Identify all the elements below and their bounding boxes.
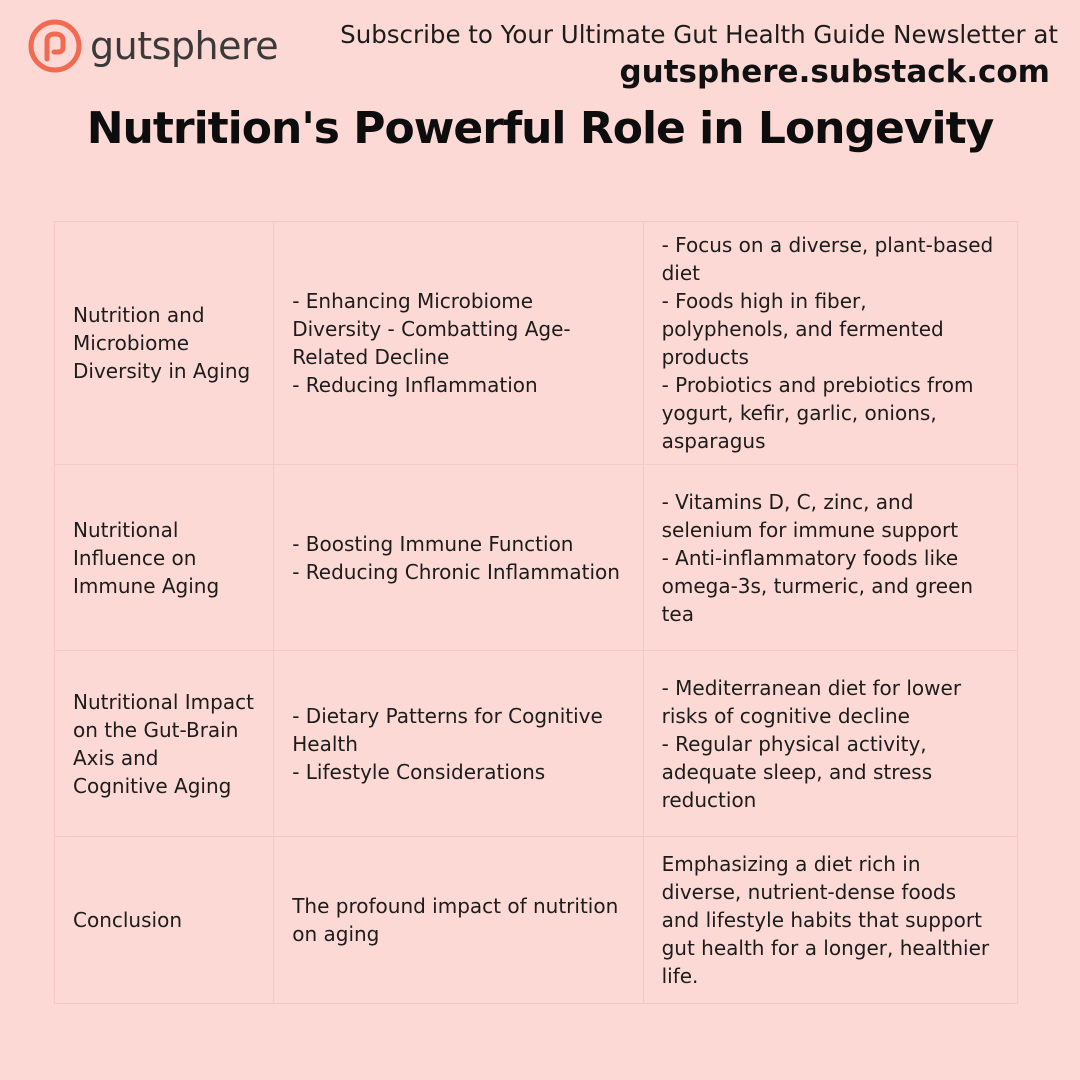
brand-logo [28, 18, 278, 74]
focus-cell: The profound impact of nutrition on aging [274, 837, 643, 1004]
page-title: Nutrition's Powerful Role in Longevity [86, 103, 994, 154]
logo-wordmark: gutsphere [90, 24, 279, 68]
topic-cell: Nutritional Influence on Immune Aging [55, 465, 274, 651]
details-cell: Emphasizing a diet rich in diverse, nutrient-dense foods and lifestyle habits that support gut health for a longer, healthier life. [643, 837, 1017, 1004]
subscribe-text: Subscribe to Your Ultimate Gut Health Guide Newsletter at [340, 20, 1058, 49]
gutsphere-logo-icon [28, 19, 82, 73]
topic-cell: Nutrition and Microbiome Diversity in Aging [55, 222, 274, 465]
focus-cell: - Dietary Patterns for Cognitive Health - Lifestyle Considerations [274, 651, 643, 837]
table-row [55, 465, 1018, 651]
table-row [55, 651, 1018, 837]
details-cell: - Focus on a diverse, plant-based diet - Foods high in fiber, polyphenols, and fermented products - Probiotics and prebiotics from yogurt, kefir, garlic, onions, asparagus [643, 222, 1017, 465]
subscribe-url[interactable]: gutsphere.substack.com [619, 54, 1050, 90]
details-cell: - Vitamins D, C, zinc, and selenium for immune support - Anti-inflammatory foods like omega-3s, turmeric, and green tea [643, 465, 1017, 651]
nutrition-table [54, 221, 1018, 1004]
table-row [55, 837, 1018, 1004]
topic-cell: Conclusion [55, 837, 274, 1004]
table-row [55, 222, 1018, 465]
focus-cell: - Boosting Immune Function - Reducing Chronic Inflammation [274, 465, 643, 651]
details-cell: - Mediterranean diet for lower risks of cognitive decline - Regular physical activity, adequate sleep, and stress reduction [643, 651, 1017, 837]
topic-cell: Nutritional Impact on the Gut-Brain Axis and Cognitive Aging [55, 651, 274, 837]
focus-cell: - Enhancing Microbiome Diversity - Combatting Age-Related Decline - Reducing Inflammation [274, 222, 643, 465]
